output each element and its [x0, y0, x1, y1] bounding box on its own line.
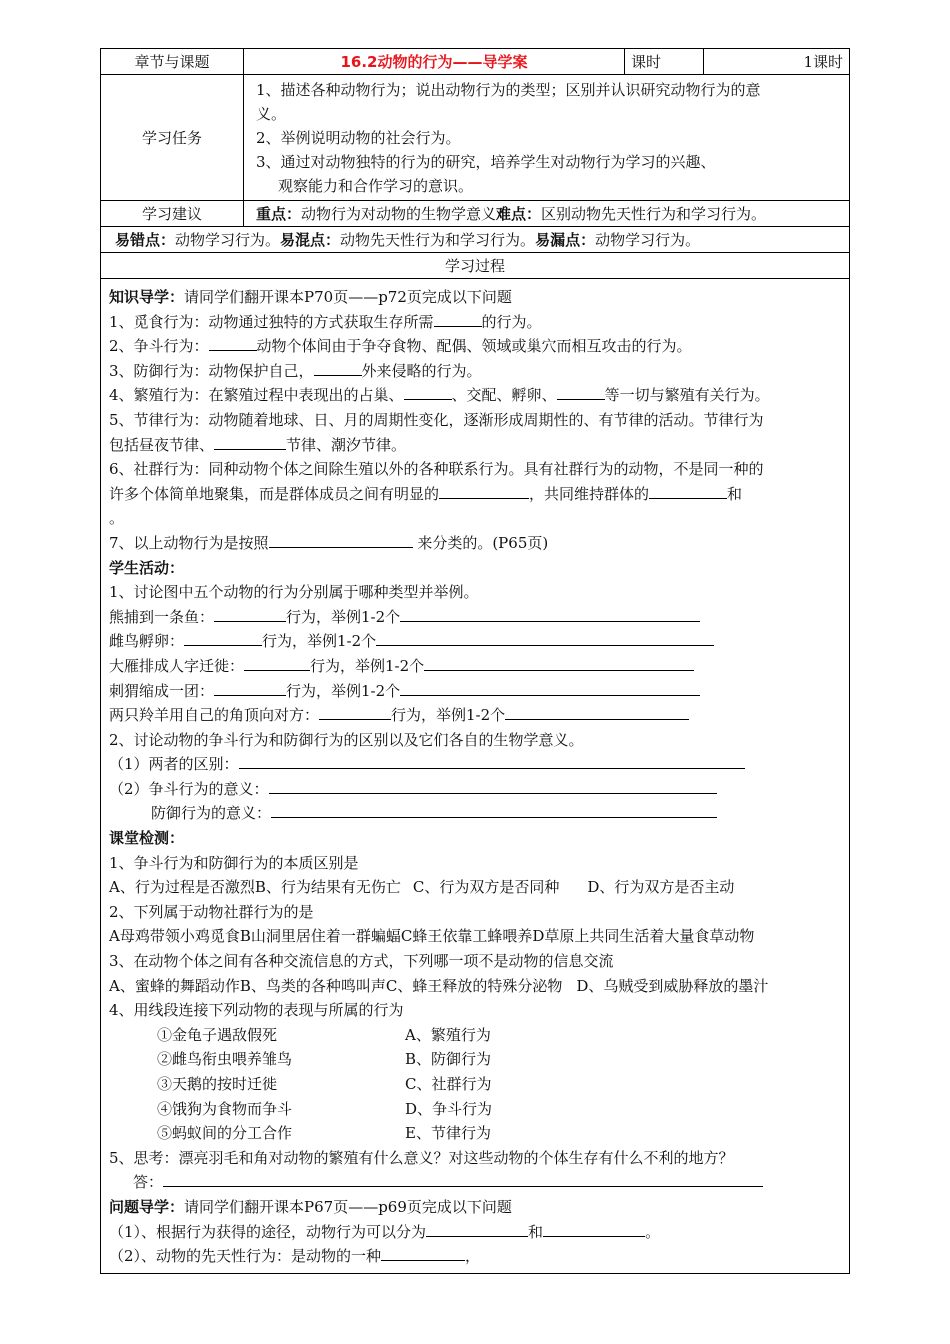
- hard-label: 难点：: [496, 205, 542, 223]
- match-row: [109, 1047, 845, 1072]
- check-question: 2、下列属于动物社群行为的是: [109, 902, 314, 921]
- blank[interactable]: [426, 1222, 528, 1237]
- check-question: 5、思考：漂亮羽毛和角对动物的繁殖有什么意义？对这些动物的个体生存有什么不利的地方？: [109, 1148, 734, 1167]
- knowledge-item: [109, 383, 845, 408]
- advice-cell: [244, 201, 850, 227]
- option[interactable]: A、行为过程是否激烈: [109, 878, 255, 897]
- match-left[interactable]: ③天鹅的按时迁徙: [157, 1075, 278, 1093]
- key-text: 动物行为对动物的生物学意义: [301, 205, 497, 223]
- activity-heading: 学生活动：: [109, 558, 185, 577]
- blank[interactable]: [214, 607, 286, 622]
- text: 行为，举例1-2个: [286, 607, 401, 626]
- knowledge-intro: 请同学们翻开课本P70页——p72页完成以下问题: [184, 288, 512, 306]
- match-row: [109, 1121, 845, 1146]
- problem-item: [109, 1244, 845, 1269]
- knowledge-item: 5、节律行为：动物随着地球、日、月的周期性变化，逐渐形成周期性的、有节律的活动。节律行为: [109, 410, 764, 429]
- match-right[interactable]: A、繁殖行为: [405, 1025, 491, 1044]
- match-row: [109, 1097, 845, 1122]
- match-left[interactable]: ④饿狗为食物而争斗: [157, 1099, 293, 1118]
- knowledge-item: [109, 482, 845, 507]
- text: 外来侵略的行为。: [361, 361, 482, 380]
- knowledge-heading: 知识导学：: [109, 288, 185, 306]
- blank[interactable]: [557, 385, 605, 400]
- option[interactable]: B、鸟类的各种鸣叫声: [239, 976, 386, 995]
- text: 许多个体简单地聚集，而是群体成员之间有明显的: [109, 484, 440, 503]
- blank[interactable]: [434, 312, 482, 327]
- blank[interactable]: [269, 533, 413, 548]
- worksheet: [100, 48, 850, 1274]
- match-left[interactable]: ⑤蚂蚁间的分工合作: [157, 1124, 293, 1143]
- answer-line: [109, 1170, 845, 1195]
- text: （1）两者的区别：: [109, 755, 239, 774]
- text: 答：: [133, 1173, 164, 1192]
- check-heading: 课堂检测：: [109, 829, 185, 848]
- text: 防御行为的意义：: [151, 804, 272, 823]
- tasks-label: 学习任务: [101, 75, 244, 201]
- text: 、交配、孵卵、: [451, 386, 557, 405]
- text: 两只羚羊用自己的角顶向对方：: [109, 706, 320, 725]
- text: （2）、动物的先天性行为：是动物的一种: [109, 1247, 382, 1266]
- check-question: 1、争斗行为和防御行为的本质区别是: [109, 853, 359, 872]
- text: 2、争斗行为：: [109, 337, 209, 356]
- blank[interactable]: [543, 1222, 645, 1237]
- text: 行为，举例1-2个: [391, 706, 506, 725]
- text: 的行为。: [481, 312, 542, 331]
- option[interactable]: D、乌贼受到威胁释放的墨汁: [576, 976, 769, 995]
- blank[interactable]: [400, 607, 700, 622]
- match-right[interactable]: D、争斗行为: [405, 1099, 493, 1118]
- miss-text: 动物学习行为。: [595, 231, 701, 249]
- blank[interactable]: [269, 779, 717, 794]
- text: 。: [645, 1222, 661, 1241]
- worksheet-body: [109, 285, 845, 1269]
- text: 1、觅食行为：动物通过独特的方式获取生存所需: [109, 312, 434, 331]
- match-left[interactable]: ②雌鸟衔虫喂养雏鸟: [157, 1050, 293, 1069]
- text: 包括昼夜节律、: [109, 435, 215, 454]
- knowledge-item: 6、社群行为：同种动物个体之间除生殖以外的各种联系行为。具有社群行为的动物，不是同一种的: [109, 460, 764, 479]
- text: （1）、根据行为获得的途径，动物行为可以分为: [109, 1222, 427, 1241]
- match-row: [109, 1072, 845, 1097]
- check-question: 4、用线段连接下列动物的表现与所属的行为: [109, 1001, 404, 1020]
- blank[interactable]: [649, 484, 727, 499]
- match-right[interactable]: B、防御行为: [405, 1050, 492, 1069]
- task-item: 3、通过对动物独特的行为的研究，培养学生对动物行为学习的兴趣、: [256, 152, 716, 171]
- header-table: [100, 48, 850, 279]
- hard-text: 区别动物先天性行为和学习行为。: [541, 205, 767, 223]
- knowledge-item: [109, 310, 845, 335]
- activity-question: 1、讨论图中五个动物的行为分别属于哪种类型并举例。: [109, 583, 479, 602]
- advice-label: 学习建议: [101, 201, 244, 227]
- knowledge-item: [109, 359, 845, 384]
- text: ，共同维持群体的: [529, 484, 650, 503]
- page-title: 16.2动物的行为——导学案: [244, 49, 625, 75]
- task-item: 1、描述各种动物行为；说出动物行为的类型；区别并认识研究动物行为的意: [256, 80, 761, 99]
- text: 行为，举例1-2个: [262, 632, 377, 651]
- activity-item: [109, 629, 845, 654]
- text: 3、防御行为：动物保护自己，: [109, 361, 314, 380]
- text: 和: [727, 484, 743, 503]
- blank[interactable]: [314, 361, 362, 376]
- option[interactable]: A、蜜蜂的舞蹈动作: [109, 976, 240, 995]
- text: 等一切与繁殖有关行为。: [604, 386, 770, 405]
- check-options: [109, 974, 845, 999]
- text: 行为，举例1-2个: [310, 656, 425, 675]
- option[interactable]: C、蜂王释放的特殊分泌物: [385, 976, 563, 995]
- text: ，: [465, 1247, 481, 1266]
- miss-label: 易漏点：: [535, 231, 596, 249]
- option[interactable]: B、行为结果有无伤亡: [254, 878, 401, 897]
- knowledge-item: [109, 531, 845, 556]
- text: 4、繁殖行为：在繁殖过程中表现出的占巢、: [109, 386, 404, 405]
- match-right[interactable]: E、节律行为: [405, 1124, 491, 1143]
- key-label: 重点：: [256, 205, 302, 223]
- mistakes-row: [101, 227, 850, 253]
- blank[interactable]: [376, 631, 714, 646]
- problem-intro: 请同学们翻开课本P67页——p69页完成以下问题: [184, 1197, 512, 1216]
- option[interactable]: D、行为双方是否主动: [587, 878, 735, 897]
- activity-question: 2、讨论动物的争斗行为和防御行为的区别以及它们各自的生物学意义。: [109, 730, 584, 749]
- text: 7、以上动物行为是按照: [109, 533, 269, 552]
- blank[interactable]: [404, 385, 452, 400]
- blank[interactable]: [439, 484, 529, 499]
- period-label: 课时: [625, 49, 704, 75]
- text: 刺猬缩成一团：: [109, 681, 215, 700]
- blank[interactable]: [163, 1172, 763, 1187]
- period-value: 1课时: [704, 49, 850, 75]
- match-right[interactable]: C、社群行为: [405, 1075, 492, 1093]
- text: 雌鸟孵卵：: [109, 632, 185, 651]
- text: 来分类的。(P65页): [417, 533, 549, 552]
- mix-text: 动物先天性行为和学习行为。: [340, 231, 536, 249]
- problem-item: [109, 1220, 845, 1245]
- blank[interactable]: [209, 336, 257, 351]
- match-row: [109, 1023, 845, 1048]
- knowledge-item: 。: [109, 509, 125, 528]
- text: 行为，举例1-2个: [286, 681, 401, 700]
- activity-item: [109, 654, 845, 679]
- blank[interactable]: [271, 803, 717, 818]
- tasks-cell: [244, 75, 850, 201]
- text: 大雁排成人字迁徙：: [109, 656, 245, 675]
- blank[interactable]: [319, 705, 391, 720]
- text: 和: [528, 1222, 544, 1241]
- knowledge-item: [109, 334, 845, 359]
- blank[interactable]: [381, 1246, 465, 1261]
- task-item: 观察能力和合作学习的意识。: [278, 176, 474, 195]
- match-left[interactable]: ①金龟子遇敌假死: [157, 1025, 278, 1044]
- check-question: 3、在动物个体之间有各种交流信息的方式，下列哪一项不是动物的信息交流: [109, 952, 614, 971]
- err-label: 易错点：: [115, 231, 176, 249]
- chapter-label: 章节与课题: [101, 49, 244, 75]
- activity-item: [109, 679, 845, 704]
- mix-label: 易混点：: [280, 231, 341, 249]
- problem-heading: 问题导学：: [109, 1197, 185, 1216]
- check-options: [109, 875, 845, 900]
- check-options[interactable]: A母鸡带领小鸡觅食B山洞里居住着一群蝙蝠C蜂王依靠工蜂喂养D草原上共同生活着大量食草动物: [109, 927, 755, 946]
- blank[interactable]: [214, 681, 286, 696]
- text: 熊捕到一条鱼：: [109, 607, 215, 626]
- text: 节律、潮汐节律。: [286, 435, 407, 454]
- blank[interactable]: [184, 631, 262, 646]
- activity-item: [109, 605, 845, 630]
- text: （2）争斗行为的意义：: [109, 779, 269, 798]
- blank[interactable]: [424, 656, 694, 671]
- blank[interactable]: [239, 754, 745, 769]
- task-item: 义。: [256, 104, 287, 123]
- blank[interactable]: [244, 656, 310, 671]
- blank[interactable]: [214, 435, 286, 450]
- err-text: 动物学习行为。: [175, 231, 281, 249]
- blank[interactable]: [400, 681, 700, 696]
- activity-item: [109, 801, 845, 826]
- text: 动物个体间由于争夺食物、配偶、领域或巢穴而相互攻击的行为。: [256, 337, 692, 356]
- activity-item: [109, 777, 845, 802]
- blank[interactable]: [505, 705, 689, 720]
- process-title: 学习过程: [101, 253, 850, 279]
- activity-item: [109, 752, 845, 777]
- option[interactable]: C、行为双方是否同种: [412, 878, 560, 897]
- knowledge-item: [109, 433, 845, 458]
- task-item: 2、举例说明动物的社会行为。: [256, 128, 461, 147]
- activity-item: [109, 703, 845, 728]
